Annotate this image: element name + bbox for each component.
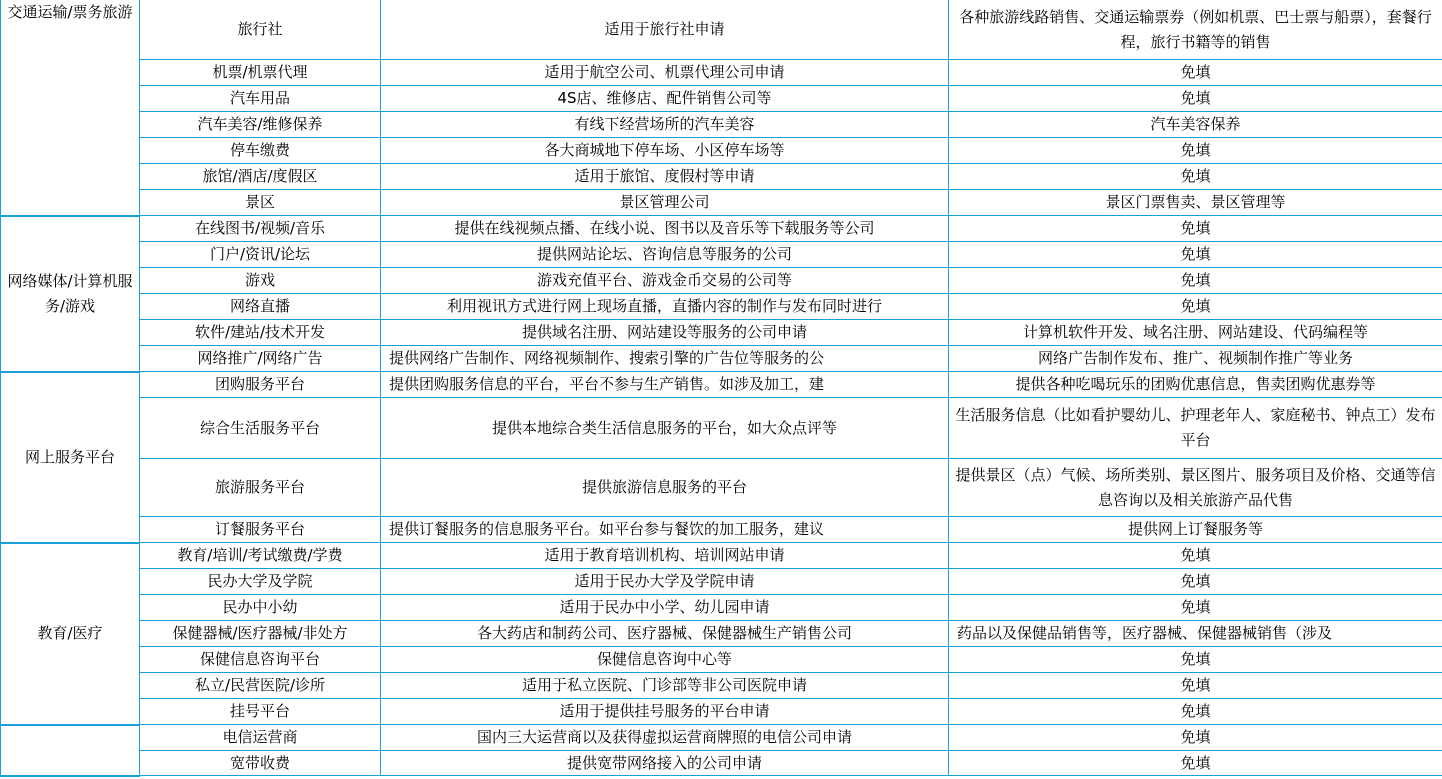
scope-cell: 适用于私立医院、门诊部等非公司医院申请 — [381, 673, 949, 699]
table-row — [1, 725, 1442, 751]
scope-cell: 适用于民办大学及学院申请 — [381, 569, 949, 595]
table-row — [1, 216, 1442, 242]
scope-cell: 提供本地综合类生活信息服务的平台，如大众点评等 — [381, 398, 949, 459]
table-row — [1, 673, 1442, 699]
industry-name-cell: 旅行社 — [140, 0, 381, 60]
table-row — [1, 138, 1442, 164]
category-cell: 网上服务平台 — [1, 372, 140, 543]
scope-cell: 适用于民办中小学、幼儿园申请 — [381, 595, 949, 621]
scope-cell: 适用于旅行社申请 — [381, 0, 949, 60]
scope-cell: 提供在线视频点播、在线小说、图书以及音乐等下载服务等公司 — [381, 216, 949, 242]
table-row — [1, 398, 1442, 459]
industry-name-cell: 在线图书/视频/音乐 — [140, 216, 381, 242]
industry-name-cell: 民办中小幼 — [140, 595, 381, 621]
note-cell: 免填 — [949, 60, 1442, 86]
scope-cell: 有线下经营场所的汽车美容 — [381, 112, 949, 138]
note-cell: 免填 — [949, 294, 1442, 320]
scope-cell: 适用于航空公司、机票代理公司申请 — [381, 60, 949, 86]
category-cell: 网络媒体/计算机服务/游戏 — [1, 216, 140, 372]
table-row — [1, 346, 1442, 372]
table-row — [1, 543, 1442, 569]
table-row — [1, 86, 1442, 112]
note-cell: 景区门票售卖、景区管理等 — [949, 190, 1442, 216]
note-cell: 提供各种吃喝玩乐的团购优惠信息，售卖团购优惠券等 — [949, 372, 1442, 398]
note-cell: 免填 — [949, 595, 1442, 621]
industry-name-cell: 电信运营商 — [140, 725, 381, 751]
note-cell: 提供网上订餐服务等 — [949, 517, 1442, 543]
scope-cell: 适用于提供挂号服务的平台申请 — [381, 699, 949, 725]
scope-cell: 保健信息咨询中心等 — [381, 647, 949, 673]
industry-name-cell: 综合生活服务平台 — [140, 398, 381, 459]
table-row — [1, 595, 1442, 621]
table-row — [1, 190, 1442, 216]
industry-name-cell: 软件/建站/技术开发 — [140, 320, 381, 346]
scope-cell: 各大药店和制药公司、医疗器械、保健器械生产销售公司 — [381, 621, 949, 647]
industry-name-cell: 汽车美容/维修保养 — [140, 112, 381, 138]
industry-name-cell: 汽车用品 — [140, 86, 381, 112]
note-cell: 提供景区（点）气候、场所类别、景区图片、服务项目及价格、交通等信息咨询以及相关旅游产品代售 — [949, 459, 1442, 517]
note-cell: 计算机软件开发、域名注册、网站建设、代码编程等 — [949, 320, 1442, 346]
industry-name-cell: 停车缴费 — [140, 138, 381, 164]
note-cell: 药品以及保健品销售等，医疗器械、保健器械销售（涉及 — [949, 621, 1442, 647]
scope-cell: 提供宽带网络接入的公司申请 — [381, 751, 949, 776]
category-cell: 教育/医疗 — [1, 543, 140, 725]
industry-name-cell: 保健信息咨询平台 — [140, 647, 381, 673]
note-cell: 免填 — [949, 673, 1442, 699]
category-cell: 交通运输/票务旅游 — [1, 0, 140, 216]
note-cell: 免填 — [949, 164, 1442, 190]
note-cell: 免填 — [949, 569, 1442, 595]
table-row — [1, 112, 1442, 138]
industry-name-cell: 保健器械/医疗器械/非处方 — [140, 621, 381, 647]
industry-name-cell: 旅游服务平台 — [140, 459, 381, 517]
scope-cell: 游戏充值平台、游戏金币交易的公司等 — [381, 268, 949, 294]
scope-cell: 提供订餐服务的信息服务平台。如平台参与餐饮的加工服务，建议 — [381, 517, 949, 543]
industry-name-cell: 民办大学及学院 — [140, 569, 381, 595]
scope-cell: 提供域名注册、网站建设等服务的公司申请 — [381, 320, 949, 346]
table-row — [1, 268, 1442, 294]
scope-cell: 提供网络广告制作、网络视频制作、搜索引擎的广告位等服务的公 — [381, 346, 949, 372]
industry-name-cell: 宽带收费 — [140, 751, 381, 776]
category-cell — [1, 725, 140, 776]
industry-name-cell: 门户/资讯/论坛 — [140, 242, 381, 268]
industry-name-cell: 教育/培训/考试缴费/学费 — [140, 543, 381, 569]
note-cell: 免填 — [949, 699, 1442, 725]
industry-name-cell: 私立/民营医院/诊所 — [140, 673, 381, 699]
industry-name-cell: 旅馆/酒店/度假区 — [140, 164, 381, 190]
note-cell: 免填 — [949, 725, 1442, 751]
table-row — [1, 647, 1442, 673]
industry-name-cell: 订餐服务平台 — [140, 517, 381, 543]
scope-cell: 提供网站论坛、咨询信息等服务的公司 — [381, 242, 949, 268]
table-row — [1, 459, 1442, 517]
table-row — [1, 294, 1442, 320]
note-cell: 免填 — [949, 242, 1442, 268]
note-cell: 免填 — [949, 138, 1442, 164]
industry-name-cell: 网络直播 — [140, 294, 381, 320]
scope-cell: 提供团购服务信息的平台，平台不参与生产销售。如涉及加工，建 — [381, 372, 949, 398]
note-cell: 汽车美容保养 — [949, 112, 1442, 138]
note-cell: 免填 — [949, 86, 1442, 112]
note-cell: 网络广告制作发布、推广、视频制作推广等业务 — [949, 346, 1442, 372]
industry-name-cell: 团购服务平台 — [140, 372, 381, 398]
scope-cell: 4S店、维修店、配件销售公司等 — [381, 86, 949, 112]
table-row — [1, 60, 1442, 86]
table-row — [1, 517, 1442, 543]
scope-cell: 国内三大运营商以及获得虚拟运营商牌照的电信公司申请 — [381, 725, 949, 751]
industry-name-cell: 挂号平台 — [140, 699, 381, 725]
note-cell: 免填 — [949, 751, 1442, 776]
table-row — [1, 699, 1442, 725]
table-row — [1, 320, 1442, 346]
table-row — [1, 751, 1442, 776]
table-row — [1, 372, 1442, 398]
note-cell: 生活服务信息（比如看护婴幼儿、护理老年人、家庭秘书、钟点工）发布平台 — [949, 398, 1442, 459]
note-cell: 免填 — [949, 268, 1442, 294]
scope-cell: 适用于教育培训机构、培训网站申请 — [381, 543, 949, 569]
industry-name-cell: 景区 — [140, 190, 381, 216]
industry-name-cell: 网络推广/网络广告 — [140, 346, 381, 372]
table-row — [1, 164, 1442, 190]
table-row — [1, 569, 1442, 595]
note-cell: 免填 — [949, 543, 1442, 569]
scope-cell: 利用视讯方式进行网上现场直播，直播内容的制作与发布同时进行 — [381, 294, 949, 320]
scope-cell: 景区管理公司 — [381, 190, 949, 216]
note-cell: 免填 — [949, 647, 1442, 673]
table-row — [1, 0, 1442, 60]
note-cell: 各种旅游线路销售、交通运输票券（例如机票、巴士票与船票），套餐行程，旅行书籍等的销售 — [949, 0, 1442, 60]
table-row — [1, 621, 1442, 647]
scope-cell: 各大商城地下停车场、小区停车场等 — [381, 138, 949, 164]
scope-cell: 提供旅游信息服务的平台 — [381, 459, 949, 517]
industry-name-cell: 游戏 — [140, 268, 381, 294]
industry-name-cell: 机票/机票代理 — [140, 60, 381, 86]
note-cell: 免填 — [949, 216, 1442, 242]
table-row — [1, 242, 1442, 268]
scope-cell: 适用于旅馆、度假村等申请 — [381, 164, 949, 190]
